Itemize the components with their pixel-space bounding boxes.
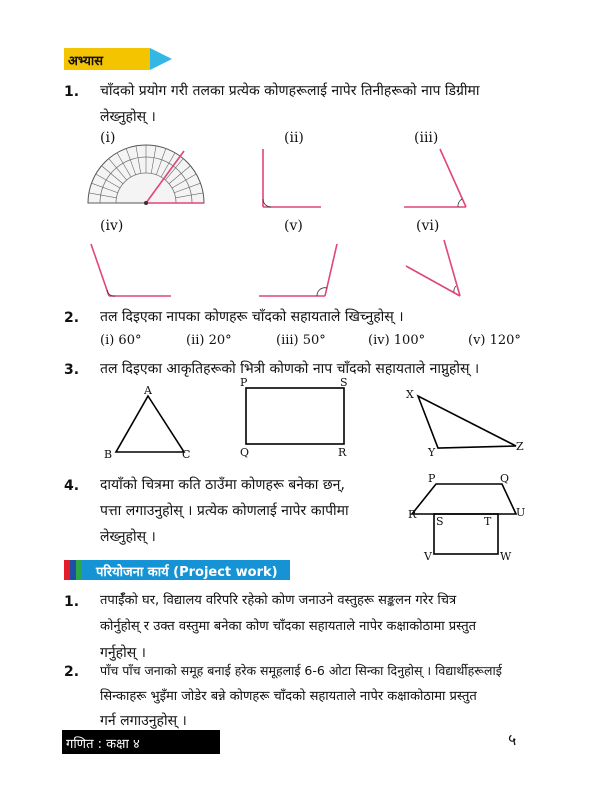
question-number: 1.	[64, 594, 80, 610]
vertex-label: B	[104, 448, 113, 461]
triangle-xyz	[412, 392, 522, 454]
question-text: सिन्काहरू भुइँमा जोडेर बन्ने कोणहरू चाँदको सहायताले नापेर कक्षाकोठामा प्रस्तुत	[100, 689, 477, 704]
exercise-header	[64, 48, 172, 70]
vertex-label: S	[340, 376, 348, 389]
vertex-label: C	[182, 448, 191, 461]
vertex-label: X	[406, 388, 414, 401]
angle-option: (ii) 20°	[186, 333, 232, 348]
angle-figure-ii	[255, 143, 325, 213]
question-text: दायाँको चित्रमा कति ठाउँमा कोणहरू बनेका छन्,	[100, 477, 345, 493]
figure-label: (iii)	[414, 130, 439, 146]
vertex-label: V	[424, 550, 432, 563]
question-text: तपाईँको घर, विद्यालय वरिपरि रहेको कोण जनाउने वस्तुहरू सङ्कलन गरेर चित्र	[100, 593, 457, 608]
question-text: कोर्नुहोस् र उक्त वस्तुमा बनेका कोण चाँदका सहायताले नापेर कक्षाकोठामा प्रस्तुत	[100, 619, 477, 634]
question-text: तल दिइएका आकृतिहरूको भित्री कोणको नाप चाँदको सहायताले नाप्नुहोस् ।	[100, 361, 480, 377]
vertex-label: T	[484, 515, 492, 528]
angle-figure-vi	[400, 236, 470, 302]
triangle-abc	[110, 392, 190, 456]
page-number: ५	[508, 730, 517, 749]
vertex-label: Z	[516, 440, 524, 453]
question-text: लेख्नुहोस् ।	[100, 529, 156, 545]
angle-figure-v	[255, 240, 345, 302]
question-number: 4.	[64, 478, 80, 494]
question-text: लेख्नुहोस् ।	[100, 109, 156, 125]
house-figure	[410, 480, 522, 560]
question-text: पत्ता लगाउनुहोस् । प्रत्येक कोणलाई नापेर कापीमा	[100, 503, 349, 519]
question-number: 2.	[64, 310, 80, 326]
question-text: पाँच पाँच जनाको समूह बनाई हरेक समूहलाई 6-6 ओटा सिन्का दिनुहोस् । विद्यार्थीहरूलाई	[100, 663, 502, 678]
vertex-label: Q	[240, 446, 250, 459]
angle-option: (iii) 50°	[276, 333, 326, 348]
question-number: 1.	[64, 84, 80, 100]
rectangle-pqrs	[244, 386, 348, 448]
vertex-label: R	[338, 446, 347, 459]
angle-option: (iv) 100°	[368, 333, 426, 348]
vertex-label: A	[144, 384, 152, 397]
vertex-label: U	[516, 506, 526, 519]
figure-label: (i)	[100, 130, 116, 146]
vertex-label: P	[428, 472, 436, 485]
arrow-tip-icon	[150, 48, 172, 70]
footer-label: गणित : कक्षा ४	[66, 737, 140, 752]
exercise-header-label: अभ्यास	[68, 54, 104, 69]
question-text: गर्न लगाउनुहोस् ।	[100, 713, 187, 729]
figure-label: (vi)	[416, 218, 440, 234]
vertex-label: W	[500, 550, 512, 563]
project-work-header	[64, 560, 290, 580]
vertex-label: P	[240, 376, 248, 389]
question-number: 3.	[64, 362, 80, 378]
vertex-label: R	[408, 508, 417, 521]
question-text: तल दिइएका नापका कोणहरू चाँदको सहायताले खिच्नुहोस् ।	[100, 309, 404, 325]
vertex-label: Y	[428, 446, 436, 459]
angle-figure-iv	[85, 240, 175, 302]
protractor-angle-figure	[82, 143, 212, 211]
angle-option: (v) 120°	[468, 333, 521, 348]
question-text: गर्नुहोस् ।	[100, 645, 146, 661]
vertex-label: Q	[500, 472, 510, 485]
figure-label: (iv)	[100, 218, 124, 234]
angle-option: (i) 60°	[100, 333, 142, 348]
question-number: 2.	[64, 664, 80, 680]
angle-figure-iii	[400, 143, 475, 213]
figure-label: (v)	[284, 218, 303, 234]
project-work-header-label: परियोजना कार्य (Project work)	[96, 565, 278, 580]
vertex-label: S	[436, 515, 444, 528]
footer-label-box	[62, 730, 220, 754]
question-text: चाँदको प्रयोग गरी तलका प्रत्येक कोणहरूलाई नापेर तिनीहरूको नाप डिग्रीमा	[100, 83, 480, 99]
figure-label: (ii)	[284, 130, 304, 146]
